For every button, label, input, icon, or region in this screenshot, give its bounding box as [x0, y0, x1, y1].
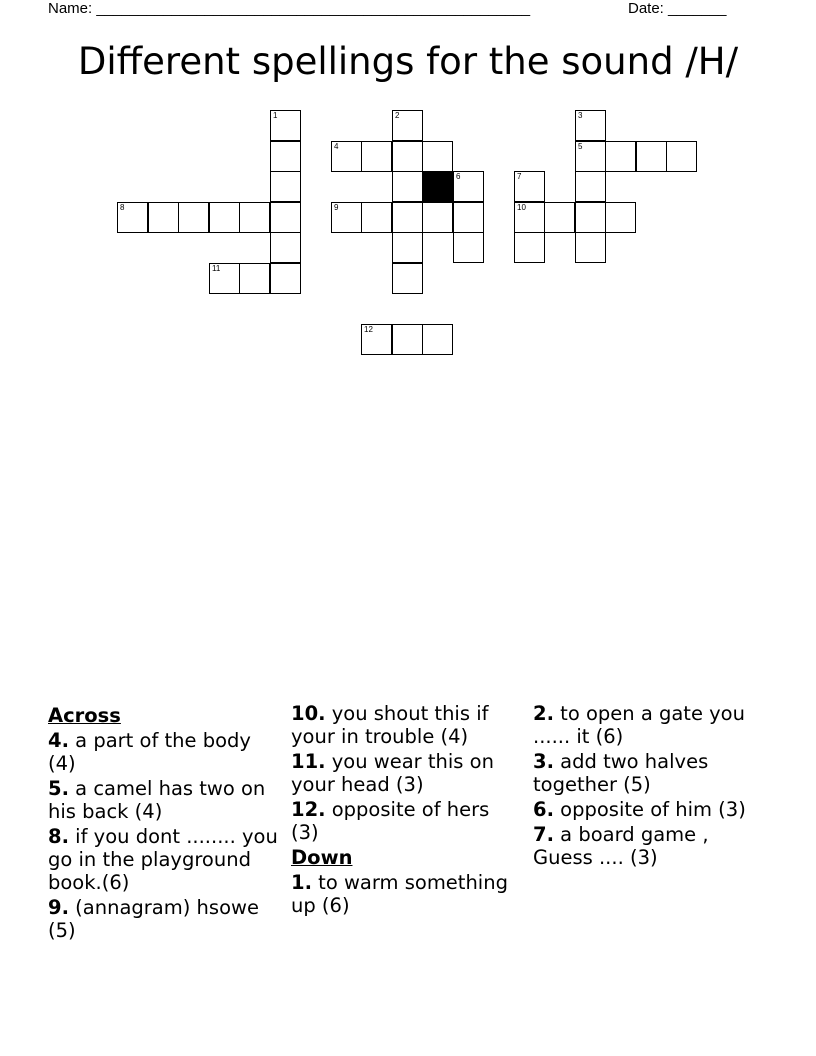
clues-column-1	[48, 702, 278, 944]
crossword-cell[interactable]	[270, 141, 301, 172]
crossword-cell[interactable]	[209, 263, 240, 294]
cell-number: 2	[395, 111, 400, 120]
cell-number: 9	[334, 203, 339, 212]
page-title: Different spellings for the sound /H/	[77, 40, 739, 83]
crossword-cell[interactable]	[270, 171, 301, 202]
crossword-block	[422, 171, 453, 202]
clue-across-5: 5. a camel has two on his back (4)	[48, 777, 266, 823]
cell-number: 3	[578, 111, 583, 120]
crossword-cell[interactable]	[575, 202, 606, 233]
cell-number: 11	[212, 264, 221, 273]
crossword-cell[interactable]	[148, 202, 179, 233]
clue-across-9: 9. (annagram) hsowe (5)	[48, 896, 259, 942]
clues-column-2	[291, 702, 521, 919]
clue-down-2: 2. to open a gate you ...... it (6)	[533, 702, 745, 748]
crossword-cell[interactable]	[239, 202, 270, 233]
cell-number: 6	[456, 172, 461, 181]
cell-number: 5	[578, 142, 583, 151]
crossword-cell[interactable]	[575, 110, 606, 141]
crossword-cell[interactable]	[422, 202, 453, 233]
cell-number: 10	[517, 203, 526, 212]
crossword-cell[interactable]	[453, 202, 484, 233]
clue-down-3: 3. add two halves together (5)	[533, 750, 709, 796]
crossword-cell[interactable]	[392, 324, 423, 355]
crossword-cell[interactable]	[239, 263, 270, 294]
crossword-cell[interactable]	[209, 202, 240, 233]
crossword-cell[interactable]	[514, 202, 545, 233]
crossword-cell[interactable]	[270, 263, 301, 294]
clues-column-3	[533, 702, 763, 871]
crossword-cell[interactable]	[331, 141, 362, 172]
crossword-cell[interactable]	[544, 202, 575, 233]
clue-across-11: 11. you wear this on your head (3)	[291, 750, 494, 796]
crossword-cell[interactable]	[392, 110, 423, 141]
down-heading: Down	[291, 846, 353, 869]
name-field[interactable]: Name: ____________________________________________________	[48, 0, 531, 17]
crossword-cell[interactable]	[514, 171, 545, 202]
crossword-cell[interactable]	[636, 141, 667, 172]
crossword-cell[interactable]	[270, 202, 301, 233]
crossword-cell[interactable]	[666, 141, 697, 172]
cell-number: 7	[517, 172, 522, 181]
date-field[interactable]: Date: _______	[628, 0, 727, 17]
cell-number: 8	[120, 203, 125, 212]
crossword-cell[interactable]	[392, 263, 423, 294]
clue-across-4: 4. a part of the body (4)	[48, 729, 251, 775]
crossword-cell[interactable]	[117, 202, 148, 233]
crossword-cell[interactable]	[361, 202, 392, 233]
cell-number: 12	[364, 325, 373, 334]
cell-number: 1	[273, 111, 278, 120]
clue-down-6: 6. opposite of him (3)	[533, 798, 746, 821]
crossword-cell[interactable]	[392, 171, 423, 202]
clue-across-10: 10. you shout this if your in trouble (4)	[291, 702, 489, 748]
crossword-cell[interactable]	[575, 141, 606, 172]
clue-across-12: 12. opposite of hers (3)	[291, 798, 490, 844]
crossword-cell[interactable]	[575, 232, 606, 263]
crossword-cell[interactable]	[361, 324, 392, 355]
crossword-cell[interactable]	[575, 171, 606, 202]
crossword-cell[interactable]	[392, 232, 423, 263]
crossword-cell[interactable]	[453, 232, 484, 263]
clue-down-7: 7. a board game , Guess .... (3)	[533, 823, 709, 869]
crossword-cell[interactable]	[392, 141, 423, 172]
crossword-cell[interactable]	[270, 232, 301, 263]
clue-down-1: 1. to warm something up (6)	[291, 871, 508, 917]
cell-number: 4	[334, 142, 339, 151]
crossword-cell[interactable]	[361, 141, 392, 172]
crossword-cell[interactable]	[331, 202, 362, 233]
clue-across-8: 8. if you dont ........ you go in the playground book.(6)	[48, 825, 278, 894]
crossword-cell[interactable]	[178, 202, 209, 233]
across-heading: Across	[48, 704, 121, 727]
crossword-cell[interactable]	[605, 202, 636, 233]
crossword-cell[interactable]	[392, 202, 423, 233]
crossword-grid	[0, 0, 816, 400]
crossword-cell[interactable]	[422, 324, 453, 355]
crossword-cell[interactable]	[270, 110, 301, 141]
crossword-cell[interactable]	[422, 141, 453, 172]
crossword-cell[interactable]	[605, 141, 636, 172]
crossword-cell[interactable]	[514, 232, 545, 263]
crossword-cell[interactable]	[453, 171, 484, 202]
